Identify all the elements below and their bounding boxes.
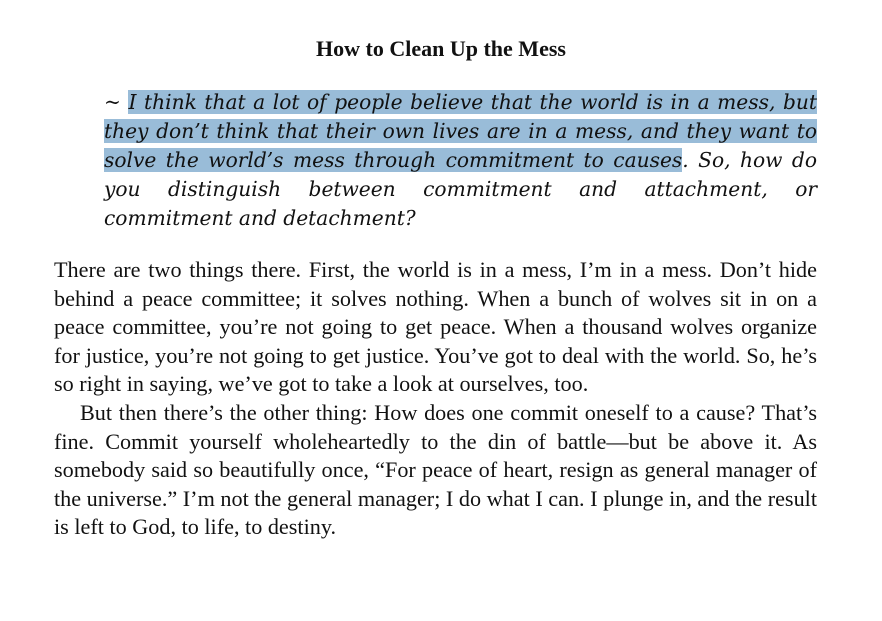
highlighted-text[interactable]: I think that a lot of people believe that the world is in a mess, but they don’t think that their own lives are in a mess, and they want to solve the world’s mess through commitment to causes (104, 90, 817, 172)
section-title: How to Clean Up the Mess (316, 36, 566, 61)
question-block (104, 88, 817, 233)
answer-paragraph: But then there’s the other thing: How does one commit oneself to a cause? That’s fine. Commit yourself wholeheartedly to the din of battle—but be above it. As somebody said so beautifully once, “For peace of heart, resign as general manager of the universe.” I’m not the general manager; I do what I can. I plunge in, and the result is left to God, to life, to destiny. (54, 399, 817, 540)
question-prefix: ~ (104, 90, 129, 114)
answer-body (54, 256, 817, 542)
question-rest: . So, how do you distinguish between commitment and attachment, or commitment and detachment? (104, 148, 817, 230)
answer-paragraph: There are two things there. First, the world is in a mess, I’m in a mess. Don’t hide behind a peace committee; it solves nothing. When a bunch of wolves sit in on a peace committee, you’re not going to get peace. When a thousand wolves organize for justice, you’re not going to get justice. You’ve got to deal with the world. So, he’s so right in saying, we’ve got to take a look at ourselves, too. (54, 257, 817, 397)
